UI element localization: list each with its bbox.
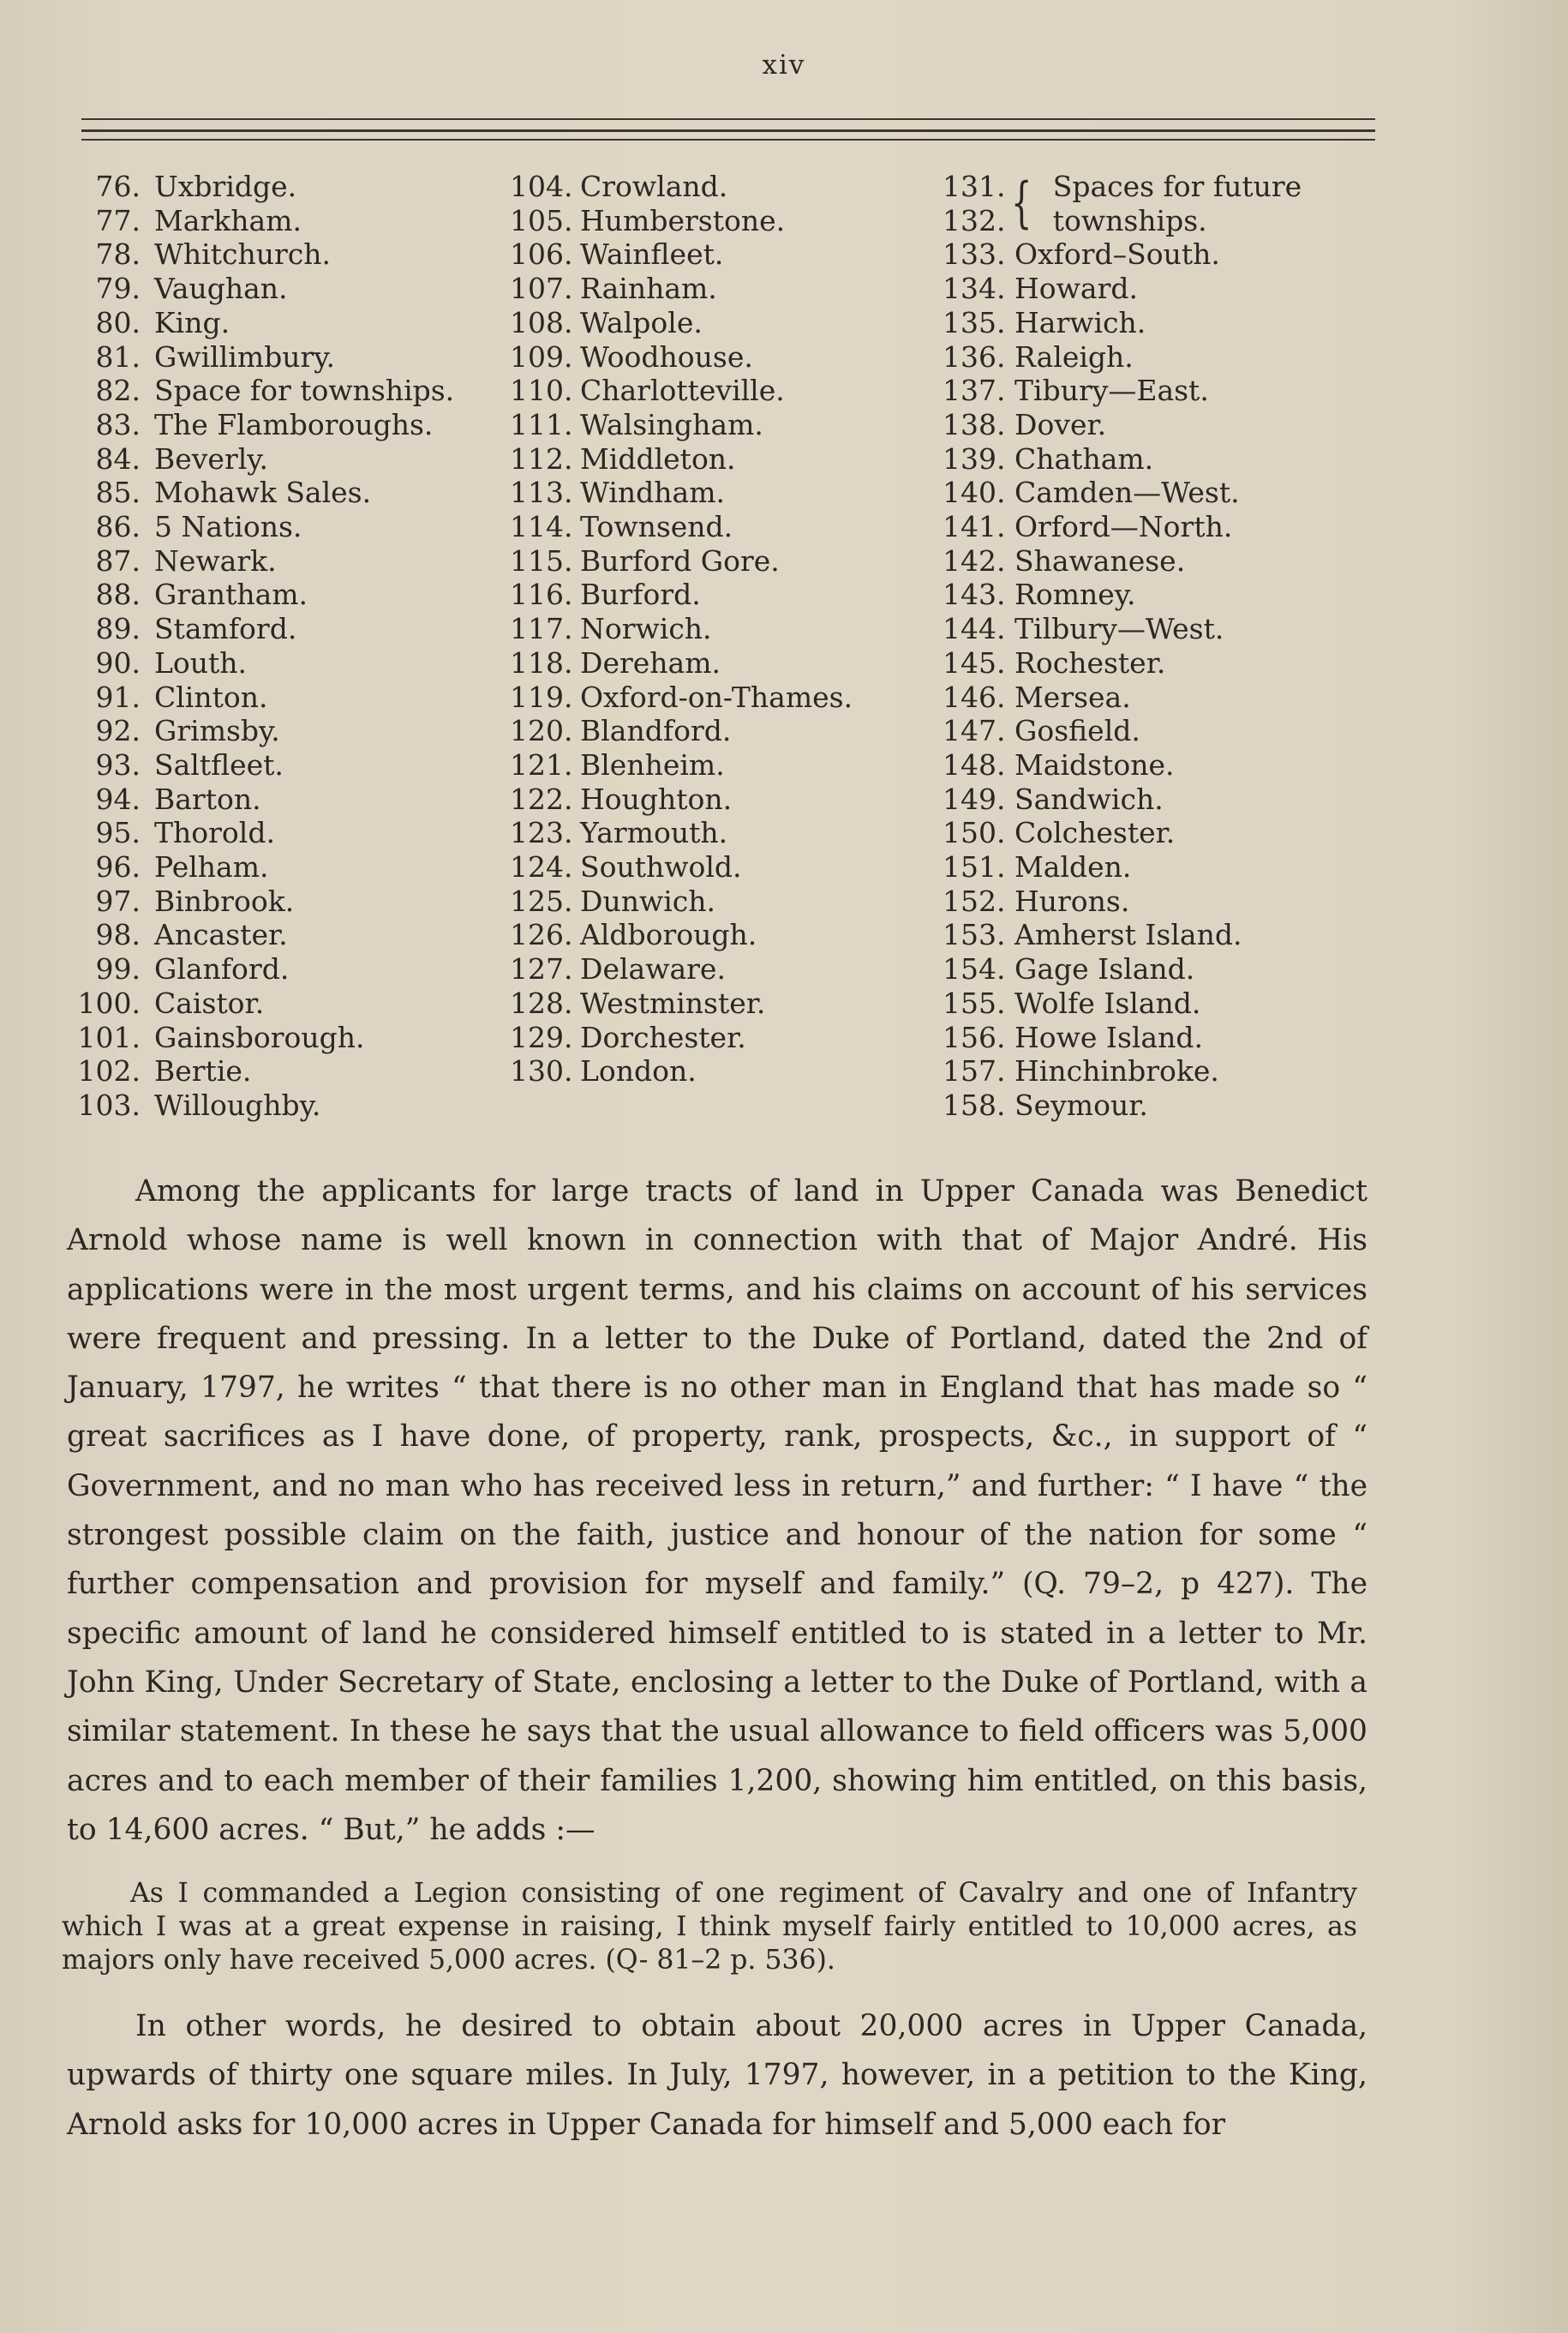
township-entry bbox=[510, 272, 853, 306]
entry-number: 124. bbox=[510, 850, 573, 885]
entry-name: Middleton. bbox=[580, 441, 736, 476]
header-rule-bottom bbox=[81, 139, 1375, 141]
quotation-text: As I commanded a Legion consisting of one regiment of Cavalry and one of Infantry which I was at a great expense in raising, I think myself fairly entitled to 10,000 acres, as majors only have received 5,000 acres. (Q- 81–2 p. 536). bbox=[62, 1878, 1357, 1976]
township-entry bbox=[943, 442, 1302, 477]
township-entry bbox=[62, 681, 454, 715]
township-entry bbox=[943, 510, 1302, 544]
township-entry bbox=[62, 1054, 454, 1089]
entry-name: Chatham. bbox=[1014, 441, 1154, 476]
township-entry bbox=[510, 340, 853, 375]
township-entry bbox=[62, 952, 454, 987]
entry-number: 110. bbox=[510, 374, 573, 408]
entry-number: 158. bbox=[943, 1088, 1006, 1122]
entry-number: 95. bbox=[95, 816, 141, 850]
township-entry bbox=[943, 885, 1302, 919]
entry-name: Gainsborough. bbox=[154, 1020, 365, 1054]
township-entry bbox=[943, 816, 1302, 850]
paragraph-text: In other words, he desired to obtain about 20,000 acres in Upper Canada, upwards of thirty one square miles. In July, 1797, however, in a petition to the King, Arnold asks for 10,000 acres in Upper Canada for himself and 5,000 each for bbox=[67, 2009, 1368, 2142]
entry-name: Dunwich. bbox=[580, 884, 715, 918]
entry-name: Windham. bbox=[580, 476, 725, 510]
entry-number: 120. bbox=[510, 714, 573, 748]
township-entry bbox=[62, 170, 454, 204]
entry-number: 141. bbox=[943, 510, 1006, 544]
entry-name: Blandford. bbox=[580, 714, 732, 748]
township-entry bbox=[62, 544, 454, 579]
entry-number: 135. bbox=[943, 305, 1006, 339]
entry-number: 114. bbox=[510, 510, 573, 544]
entry-name: Gwillimbury. bbox=[154, 339, 336, 374]
township-entry bbox=[62, 714, 454, 748]
entry-number: 127. bbox=[510, 952, 573, 987]
township-entry bbox=[510, 476, 853, 510]
entry-name: Binbrook. bbox=[154, 884, 295, 918]
entry-name: Houghton. bbox=[580, 782, 733, 816]
township-entry bbox=[943, 748, 1302, 783]
entry-name: Grantham. bbox=[154, 578, 308, 612]
entry-name: Southwold. bbox=[580, 850, 742, 885]
entry-name: Maidstone. bbox=[1014, 747, 1175, 782]
township-entry bbox=[62, 476, 454, 510]
township-entry bbox=[943, 1054, 1302, 1089]
township-entry bbox=[62, 783, 454, 817]
township-entry bbox=[510, 952, 853, 987]
township-entry bbox=[510, 510, 853, 544]
entry-name: Seymour. bbox=[1014, 1088, 1148, 1122]
entry-number: 112. bbox=[510, 441, 573, 476]
entry-name: Shawanese. bbox=[1014, 543, 1186, 578]
entry-number: 76. bbox=[95, 170, 141, 203]
township-entry bbox=[943, 544, 1302, 579]
entry-name: Yarmouth. bbox=[580, 816, 728, 850]
township-entry bbox=[943, 578, 1302, 612]
township-entry bbox=[510, 544, 853, 579]
entry-number: 152. bbox=[943, 884, 1006, 918]
entry-number: 119. bbox=[510, 680, 573, 714]
township-entry bbox=[943, 646, 1302, 681]
entry-name: Oxford-on-Thames. bbox=[580, 680, 853, 714]
entry-number: 77. bbox=[95, 203, 141, 237]
entry-name: Walsingham. bbox=[580, 407, 763, 441]
entry-name: Whitchurch. bbox=[154, 237, 331, 272]
entry-number: 153. bbox=[943, 918, 1006, 952]
body-paragraph-1 bbox=[67, 1167, 1368, 1855]
entry-number: 133. bbox=[943, 237, 1006, 272]
entry-number: 140. bbox=[943, 476, 1006, 510]
brace-text-line: townships. bbox=[1052, 203, 1207, 237]
entry-number: 116. bbox=[510, 578, 573, 612]
entry-name: Saltfleet. bbox=[154, 747, 284, 782]
entry-name: Space for townships. bbox=[154, 374, 455, 408]
entry-number: 146. bbox=[943, 680, 1006, 714]
entry-name: Wolfe Island. bbox=[1014, 986, 1201, 1020]
township-entry bbox=[510, 850, 853, 885]
entry-name: Uxbridge. bbox=[154, 170, 297, 203]
body-paragraph-2 bbox=[67, 2002, 1368, 2150]
entry-number: 122. bbox=[510, 782, 573, 816]
entry-number: 142. bbox=[943, 543, 1006, 578]
township-entry bbox=[62, 885, 454, 919]
entry-number: 101. bbox=[77, 1020, 141, 1054]
entry-name: Hinchinbroke. bbox=[1014, 1054, 1219, 1089]
township-entry bbox=[510, 714, 853, 748]
township-entry bbox=[62, 748, 454, 783]
township-entry bbox=[943, 237, 1302, 272]
township-entry bbox=[510, 681, 853, 715]
entry-number: 139. bbox=[943, 441, 1006, 476]
entry-number: 92. bbox=[95, 714, 141, 748]
township-entry bbox=[510, 442, 853, 477]
township-entry bbox=[510, 783, 853, 817]
entry-number: 136. bbox=[943, 339, 1006, 374]
entry-number: 96. bbox=[95, 850, 141, 885]
township-entry bbox=[62, 442, 454, 477]
township-entry bbox=[510, 918, 853, 952]
entry-number: 84. bbox=[95, 441, 141, 476]
entry-name: Pelham. bbox=[154, 850, 269, 885]
entry-name: Mohawk Sales. bbox=[154, 476, 372, 510]
entry-number: 126. bbox=[510, 918, 573, 952]
page-number: xiv bbox=[762, 50, 806, 81]
entry-number: 111. bbox=[510, 407, 573, 441]
entry-name: Orford—North. bbox=[1014, 510, 1233, 544]
entry-number: 147. bbox=[943, 714, 1006, 748]
entry-name: Charlotteville. bbox=[580, 374, 785, 408]
entry-name: Gosfield. bbox=[1014, 714, 1140, 748]
entry-name: Louth. bbox=[154, 645, 248, 680]
entry-number: 106. bbox=[510, 237, 573, 272]
entry-name: Tilbury—West. bbox=[1014, 612, 1224, 646]
entry-number: 145. bbox=[943, 645, 1006, 680]
entry-name: Dover. bbox=[1014, 407, 1107, 441]
entry-number: 88. bbox=[95, 578, 141, 612]
township-entry bbox=[510, 578, 853, 612]
entry-name: Bertie. bbox=[154, 1054, 252, 1089]
entry-number: 98. bbox=[95, 918, 141, 952]
township-entry bbox=[943, 783, 1302, 817]
entry-name: Malden. bbox=[1014, 850, 1132, 885]
township-entry bbox=[510, 987, 853, 1021]
township-entry bbox=[62, 612, 454, 646]
entry-number: 115. bbox=[510, 543, 573, 578]
township-entry bbox=[943, 714, 1302, 748]
entry-number: 90. bbox=[95, 645, 141, 680]
township-entry bbox=[943, 1089, 1302, 1123]
entry-number: 157. bbox=[943, 1054, 1006, 1089]
township-entry bbox=[943, 918, 1302, 952]
brace-group bbox=[943, 170, 1302, 237]
township-entry bbox=[510, 646, 853, 681]
entry-name: Mersea. bbox=[1014, 680, 1131, 714]
entry-name: Ancaster. bbox=[154, 918, 288, 952]
township-entry bbox=[943, 1021, 1302, 1055]
entry-name: Humberstone. bbox=[580, 203, 786, 237]
entry-number: 100. bbox=[77, 986, 141, 1020]
township-entry bbox=[62, 1089, 454, 1123]
entry-name: Sandwich. bbox=[1014, 782, 1164, 816]
entry-number: 144. bbox=[943, 612, 1006, 646]
entry-number: 149. bbox=[943, 782, 1006, 816]
entry-name: Blenheim. bbox=[580, 747, 725, 782]
township-entry bbox=[62, 510, 454, 544]
entry-name: Delaware. bbox=[580, 952, 726, 987]
township-entry bbox=[943, 850, 1302, 885]
entry-number: 123. bbox=[510, 816, 573, 850]
township-entry bbox=[510, 170, 853, 204]
entry-number: 131. bbox=[943, 170, 1006, 203]
entry-name: Burford. bbox=[580, 578, 701, 612]
entry-number: 104. bbox=[510, 170, 573, 203]
entry-name: Burford Gore. bbox=[580, 543, 780, 578]
township-entry bbox=[62, 578, 454, 612]
entry-name: Oxford–South. bbox=[1014, 237, 1220, 272]
entry-name: Gage Island. bbox=[1014, 952, 1195, 987]
township-column-3-list bbox=[943, 237, 1302, 1122]
entry-number: 155. bbox=[943, 986, 1006, 1020]
township-entry bbox=[510, 306, 853, 340]
entry-number: 80. bbox=[95, 305, 141, 339]
township-entry bbox=[62, 987, 454, 1021]
entry-name: Camden—West. bbox=[1014, 476, 1240, 510]
entry-name: 5 Nations. bbox=[154, 510, 302, 544]
header-rule-top bbox=[81, 118, 1375, 120]
entry-name: Caistor. bbox=[154, 986, 265, 1020]
township-entry bbox=[943, 612, 1302, 646]
entry-number: 121. bbox=[510, 747, 573, 782]
entry-name: Dorchester. bbox=[580, 1020, 746, 1054]
entry-number: 154. bbox=[943, 952, 1006, 987]
township-entry bbox=[943, 374, 1302, 408]
entry-name: Tibury—East. bbox=[1014, 374, 1209, 408]
township-column-2 bbox=[510, 170, 853, 1089]
township-entry bbox=[510, 1054, 853, 1089]
entry-number: 128. bbox=[510, 986, 573, 1020]
entry-number: 94. bbox=[95, 782, 141, 816]
entry-name: Howe Island. bbox=[1014, 1020, 1203, 1054]
township-entry bbox=[510, 885, 853, 919]
entry-number: 148. bbox=[943, 747, 1006, 782]
entry-name: Raleigh. bbox=[1014, 339, 1134, 374]
township-entry bbox=[510, 748, 853, 783]
entry-number: 93. bbox=[95, 747, 141, 782]
entry-number: 151. bbox=[943, 850, 1006, 885]
entry-number: 91. bbox=[95, 680, 141, 714]
entry-number: 129. bbox=[510, 1020, 573, 1054]
township-entry bbox=[62, 204, 454, 238]
entry-number: 83. bbox=[95, 407, 141, 441]
township-entry bbox=[943, 681, 1302, 715]
entry-number: 125. bbox=[510, 884, 573, 918]
township-entry bbox=[62, 918, 454, 952]
entry-name: Barton. bbox=[154, 782, 261, 816]
brace-text-line: Spaces for future bbox=[1052, 170, 1302, 203]
entry-name: Harwich. bbox=[1014, 305, 1146, 339]
township-entry bbox=[62, 340, 454, 375]
entry-name: Romney. bbox=[1014, 578, 1136, 612]
block-quotation bbox=[62, 1877, 1357, 1977]
entry-name: Dereham. bbox=[580, 645, 721, 680]
entry-number: 97. bbox=[95, 884, 141, 918]
curly-brace: { bbox=[1011, 171, 1032, 235]
brace-numbers bbox=[943, 170, 1014, 237]
township-entry bbox=[943, 306, 1302, 340]
township-entry bbox=[62, 272, 454, 306]
township-entry bbox=[510, 1021, 853, 1055]
entry-name: Markham. bbox=[154, 203, 302, 237]
entry-number: 102. bbox=[77, 1054, 141, 1089]
entry-number: 79. bbox=[95, 272, 141, 306]
entry-number: 113. bbox=[510, 476, 573, 510]
entry-name: Woodhouse. bbox=[580, 339, 753, 374]
township-entry bbox=[62, 306, 454, 340]
entry-name: Aldborough. bbox=[580, 918, 757, 952]
entry-name: Westminster. bbox=[580, 986, 766, 1020]
entry-number: 117. bbox=[510, 612, 573, 646]
entry-number: 109. bbox=[510, 339, 573, 374]
entry-number: 87. bbox=[95, 543, 141, 578]
entry-number: 103. bbox=[77, 1088, 141, 1122]
township-entry bbox=[62, 408, 454, 442]
entry-name: Willoughby. bbox=[154, 1088, 321, 1122]
entry-number: 85. bbox=[95, 476, 141, 510]
township-entry bbox=[510, 612, 853, 646]
entry-name: Vaughan. bbox=[154, 272, 288, 306]
entry-number: 105. bbox=[510, 203, 573, 237]
township-entry bbox=[62, 374, 454, 408]
township-entry bbox=[510, 374, 853, 408]
entry-name: Beverly. bbox=[154, 441, 269, 476]
entry-name: Howard. bbox=[1014, 272, 1138, 306]
entry-name: Stamford. bbox=[154, 612, 297, 646]
entry-number: 81. bbox=[95, 339, 141, 374]
township-entry bbox=[943, 476, 1302, 510]
entry-number: 150. bbox=[943, 816, 1006, 850]
entry-name: Hurons. bbox=[1014, 884, 1130, 918]
township-entry bbox=[943, 272, 1302, 306]
township-entry bbox=[62, 816, 454, 850]
entry-number: 99. bbox=[95, 952, 141, 987]
entry-number: 130. bbox=[510, 1054, 573, 1089]
township-entry bbox=[62, 850, 454, 885]
township-entry bbox=[943, 408, 1302, 442]
entry-name: Amherst Island. bbox=[1014, 918, 1242, 952]
entry-number: 108. bbox=[510, 305, 573, 339]
entry-name: Townsend. bbox=[580, 510, 733, 544]
township-entry bbox=[62, 646, 454, 681]
entry-number: 137. bbox=[943, 374, 1006, 408]
entry-number: 134. bbox=[943, 272, 1006, 306]
entry-name: Newark. bbox=[154, 543, 277, 578]
brace-text bbox=[1053, 170, 1302, 237]
township-entry bbox=[510, 408, 853, 442]
entry-number: 89. bbox=[95, 612, 141, 646]
township-entry bbox=[943, 987, 1302, 1021]
township-entry bbox=[943, 340, 1302, 375]
entry-name: King. bbox=[154, 305, 230, 339]
entry-name: Crowland. bbox=[580, 170, 728, 203]
entry-name: Thorold. bbox=[154, 816, 275, 850]
township-column-3 bbox=[943, 170, 1302, 1123]
entry-name: Glanford. bbox=[154, 952, 290, 987]
entry-name: Norwich. bbox=[580, 612, 712, 646]
township-entry bbox=[510, 816, 853, 850]
township-entry bbox=[510, 204, 853, 238]
entry-name: Colchester. bbox=[1014, 816, 1176, 850]
entry-number: 132. bbox=[943, 203, 1006, 237]
entry-number: 86. bbox=[95, 510, 141, 544]
entry-name: Rochester. bbox=[1014, 645, 1166, 680]
township-entry bbox=[62, 1021, 454, 1055]
entry-number: 107. bbox=[510, 272, 573, 306]
entry-number: 118. bbox=[510, 645, 573, 680]
entry-number: 82. bbox=[95, 374, 141, 408]
entry-name: The Flamboroughs. bbox=[154, 407, 434, 441]
township-entry bbox=[943, 952, 1302, 987]
entry-name: Grimsby. bbox=[154, 714, 280, 748]
entry-number: 143. bbox=[943, 578, 1006, 612]
entry-name: London. bbox=[580, 1054, 697, 1089]
entry-name: Clinton. bbox=[154, 680, 268, 714]
township-column-1 bbox=[62, 170, 454, 1123]
entry-name: Walpole. bbox=[580, 305, 703, 339]
header-rule-middle bbox=[81, 129, 1375, 132]
paragraph-text: Among the applicants for large tracts of land in Upper Canada was Benedict Arnold whose name is well known in connection with that of Major André. His applications were in the most urgent terms, and his claims on account of his services were frequent and pressing. In a letter to the Duke of Portland, dated the 2nd of January, 1797, he writes “ that there is no other man in England that has made so “ great sacrifices as I have done, of property, rank, prospects, &c., in support of “ Government, and no man who has received less in return,” and further: “ I have “ the strongest possible claim on the faith, justice and honour of the nation for some “ further compensation and provision for myself and family.” (Q. 79–2, p 427). The specific amount of land he considered himself entitled to is stated in a letter to Mr. John King, Under Secretary of State, enclosing a letter to the Duke of Portland, with a similar statement. In these he says that the usual allowance to field officers was 5,000 acres and to each member of their families 1,200, showing him entitled, on this basis, to 14,600 acres. “ But,” he adds :— bbox=[67, 1174, 1368, 1847]
entry-number: 156. bbox=[943, 1020, 1006, 1054]
entry-number: 138. bbox=[943, 407, 1006, 441]
entry-name: Rainham. bbox=[580, 272, 717, 306]
entry-name: Wainfleet. bbox=[580, 237, 724, 272]
entry-number: 78. bbox=[95, 237, 141, 272]
township-entry bbox=[62, 237, 454, 272]
township-entry bbox=[510, 237, 853, 272]
